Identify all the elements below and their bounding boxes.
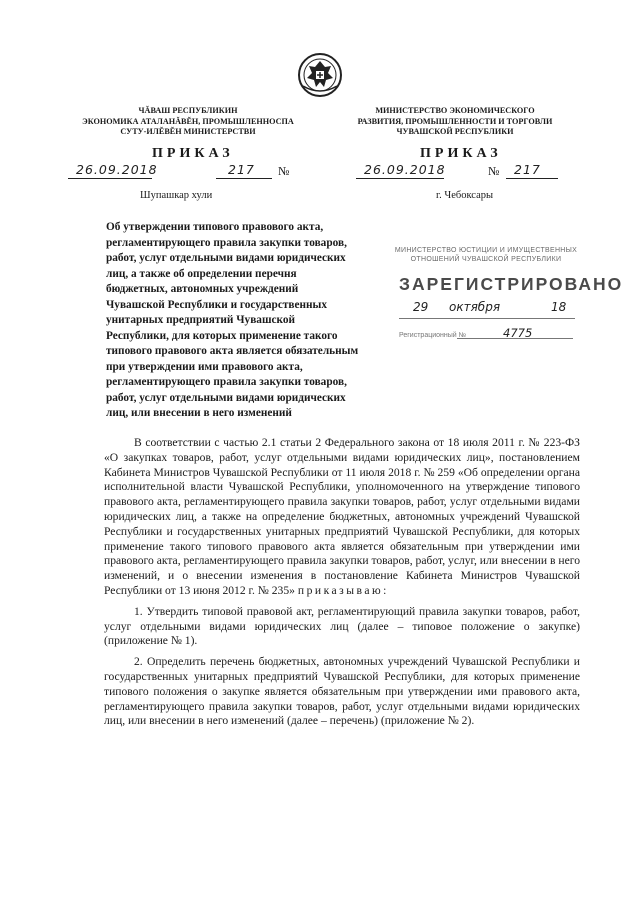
number-sign: № bbox=[278, 164, 290, 178]
order-heading-left: ПРИКАЗ bbox=[152, 146, 234, 161]
stamp-year: 18 bbox=[551, 300, 567, 314]
registration-stamp bbox=[393, 240, 624, 344]
header-line: ЧУВАШСКОЙ РЕСПУБЛИКИ bbox=[396, 127, 514, 136]
header-line: ЧĂВАШ РЕСПУБЛИКИН bbox=[138, 106, 238, 115]
title-line: регламентирующего правила закупки товаров, bbox=[106, 236, 347, 249]
stamp-day: 29 bbox=[413, 300, 429, 314]
order-date-number-left bbox=[68, 162, 298, 182]
header-line: РАЗВИТИЯ, ПРОМЫШЛЕННОСТИ И ТОРГОВЛИ bbox=[357, 116, 553, 126]
title-line: регламентирующего правила закупки товаров, bbox=[106, 376, 347, 388]
title-line: типового правового акта является обязательным bbox=[106, 345, 359, 357]
number-sign: № bbox=[488, 164, 500, 178]
title-line: Республики, для которых применение такого bbox=[106, 329, 338, 342]
number-underline bbox=[216, 178, 272, 179]
ministry-header-chuvash bbox=[63, 106, 313, 138]
title-line: работ, услуг отдельными видами юридических bbox=[106, 391, 346, 404]
handwritten-number: 217 bbox=[514, 162, 541, 177]
stamp-month: октября bbox=[449, 300, 501, 314]
title-line: лиц, а также об определении перечня bbox=[106, 267, 297, 280]
place-chuvash: Шупашкар хули bbox=[140, 190, 213, 201]
coat-of-arms-emblem-icon bbox=[297, 52, 343, 98]
title-line: Чувашской Республики и государственных bbox=[106, 298, 328, 311]
header-line: СУТУ-ИЛĔВĔН МИНИСТЕРСТВИ bbox=[120, 127, 256, 136]
title-line: лиц, или внесении в него изменений bbox=[106, 407, 292, 419]
document-body bbox=[104, 436, 580, 729]
stamp-org-line: МИНИСТЕРСТВО ЮСТИЦИИ И ИМУЩЕСТВЕННЫХ bbox=[394, 247, 578, 254]
stamp-registered: ЗАРЕГИСТРИРОВАНО bbox=[399, 274, 624, 294]
paragraph-item-1: 1. Утвердить типовой правовой акт, регламентирующий правила закупки товаров, работ, услуг отдельными видами юридических лиц (далее – типовое положение о закупке) (приложение № 1). bbox=[104, 604, 580, 648]
title-line: унитарных предприятий Чувашской bbox=[106, 314, 296, 326]
stamp-number: 4775 bbox=[503, 326, 533, 340]
place-russian: г. Чебоксары bbox=[436, 190, 494, 201]
number-underline bbox=[506, 178, 558, 179]
stamp-number-label: Регистрационный № bbox=[399, 332, 467, 339]
paragraph-item-2: 2. Определить перечень бюджетных, автономных учреждений Чувашской Республики и государственных унитарных предприятий Чувашской Республики, для которых применение типового положения о закупке является обязательным при утверждении ими правового акта, регламентирующего правила закупки товаров, работ, услуг отдельными видами юридических лиц, или внесении в него изменений (далее – перечень) (приложение № 2). bbox=[104, 655, 580, 728]
ministry-header-russian bbox=[330, 106, 580, 138]
header-line: ЭКОНОМИКА АТАЛАНĂВĔН, ПРОМЫШЛЕННОСПА bbox=[82, 116, 294, 126]
date-underline bbox=[356, 178, 444, 179]
order-word: приказываю: bbox=[297, 583, 389, 597]
title-line: работ, услуг отдельными видами юридических bbox=[106, 252, 346, 264]
header-line: МИНИСТЕРСТВО ЭКОНОМИЧЕСКОГО bbox=[375, 106, 535, 115]
order-date-number-right bbox=[356, 162, 576, 182]
date-underline bbox=[68, 178, 152, 179]
stamp-org-line: ОТНОШЕНИЙ ЧУВАШСКОЙ РЕСПУБЛИКИ bbox=[410, 256, 562, 263]
stamp-organization bbox=[393, 246, 579, 264]
paragraph-preamble bbox=[104, 436, 580, 599]
handwritten-date: 26.09.2018 bbox=[364, 162, 446, 177]
preamble-text: В соответствии с частью 2.1 статьи 2 Федерального закона от 18 июля 2011 г. № 223-ФЗ «О закупках товаров, работ, услуг отдельными видами юридических лиц», постановлением Кабинета Министров Чувашской Республики от 11 июля 2018 г. № 259 «Об определении органа исполнительной власти Чувашской Республики, уполномоченного на утверждение типового правового акта, регламентирующего правила закупки товаров, работ, услуг отдельными видами юридических лиц, а также на определение бюджетных, автономных учреждений Чувашской Республики и государственных унитарных предприятий Чувашской Республики, для которых применение такого типового правового акта является обязательным при утверждении ими правового акта, регламентирующего правила закупки товаров, работ, услуг, или внесении в него изменений, и о внесении изменения в постановление Кабинета Министров Чувашской Республики от 13 июня 2012 г. № 235» bbox=[104, 436, 580, 597]
document-title bbox=[106, 220, 396, 422]
order-heading-right: ПРИКАЗ bbox=[420, 146, 502, 161]
handwritten-number: 217 bbox=[228, 162, 255, 177]
title-line: при утверждении ими правового акта, bbox=[106, 360, 303, 373]
title-line: Об утверждении типового правового акта, bbox=[106, 221, 324, 233]
title-line: бюджетных, автономных учреждений bbox=[106, 283, 299, 295]
handwritten-date: 26.09.2018 bbox=[76, 162, 158, 177]
